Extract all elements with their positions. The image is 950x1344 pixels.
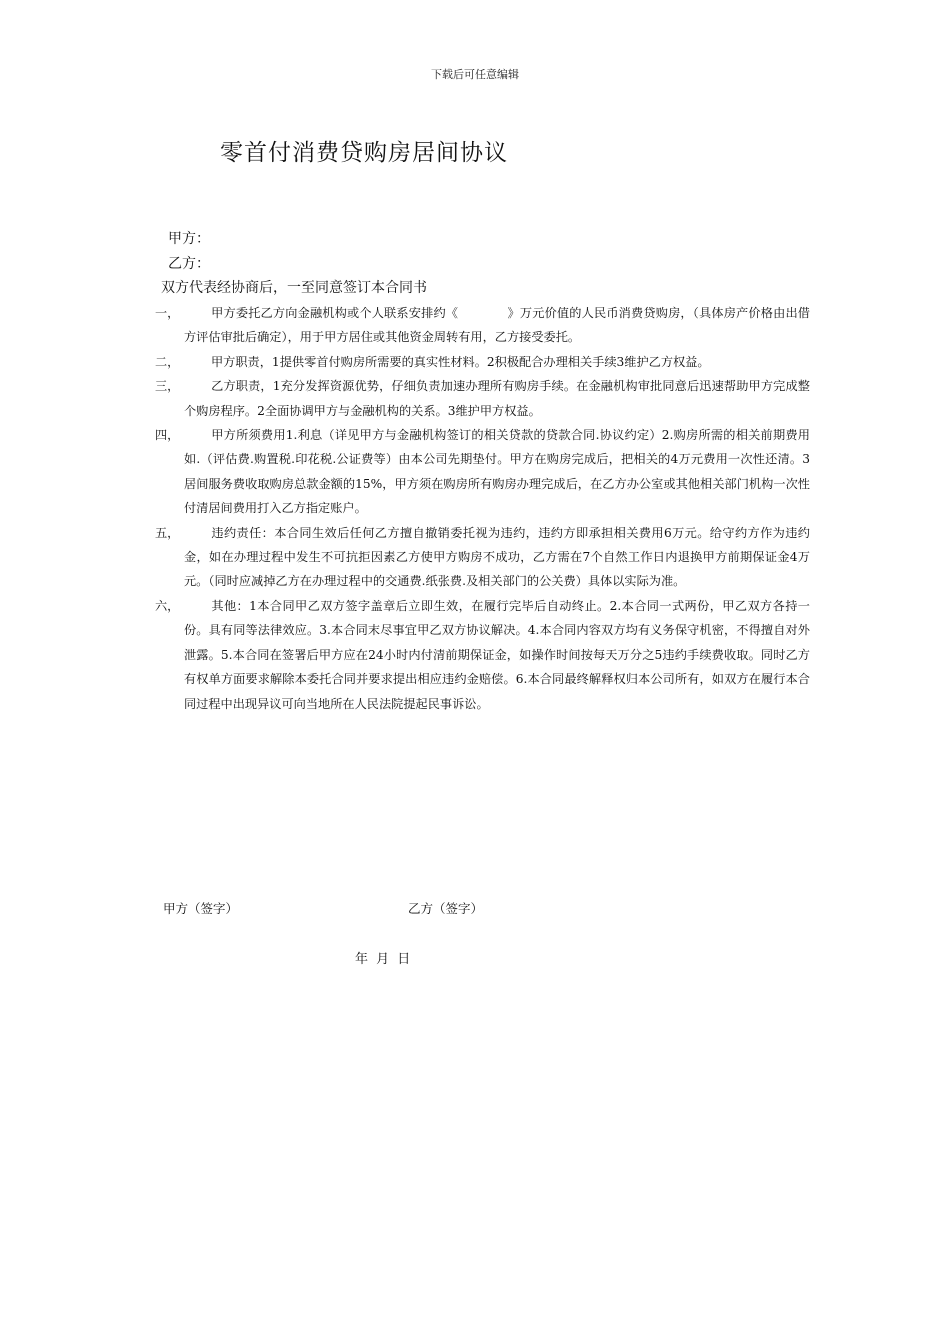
clause-number: 五， xyxy=(155,525,180,540)
clause-list xyxy=(155,301,810,716)
clause-text: 甲方职责，1提供零首付购房所需要的真实性材料。2积极配合办理相关手续3维护乙方权益。 xyxy=(211,354,710,369)
clause-3 xyxy=(155,374,810,423)
clause-1 xyxy=(155,301,810,350)
clause-2 xyxy=(155,350,810,374)
clause-number: 一， xyxy=(155,306,180,320)
document-title: 零首付消费贷购房居间协议 xyxy=(220,140,508,166)
clause-number: 三， xyxy=(155,379,180,394)
clause-4 xyxy=(155,423,810,521)
party-b-label: 乙方： xyxy=(168,256,210,272)
clause-text: 甲方委托乙方向金融机构或个人联系安排约《 》万元价值的人民币消费贷购房，（具体房产价格由出借方评估审批后确定），用于甲方居住或其他资金周转有用，乙方接受委托。 xyxy=(184,306,810,345)
clause-text: 乙方职责，1充分发挥资源优势，仔细负责加速办理所有购房手续。在金融机构审批同意后迅速帮助甲方完成整个购房程序。2全面协调甲方与金融机构的关系。3维护甲方权益。 xyxy=(184,379,810,418)
clause-number: 二， xyxy=(155,354,180,369)
clause-text: 甲方所须费用1.利息（详见甲方与金融机构签订的相关贷款的贷款合同.协议约定）2.购房所需的相关前期费用如.（评估费.购置税.印花税.公证费等）由本公司先期垫付。甲方在购房完成后，把相关的4万元费用一次性还清。3居间服务费收取购房总款金额的15%，甲方须在购房所有购房办理完成后，在乙方办公室或其他相关部门机构一次性付清居间费用打入乙方指定账户。 xyxy=(184,428,810,516)
clause-5 xyxy=(155,521,810,594)
signature-party-a: 甲方（签字） xyxy=(163,901,239,916)
intro-statement: 双方代表经协商后，一至同意签订本合同书 xyxy=(161,280,427,296)
signature-party-b: 乙方（签字） xyxy=(408,901,484,916)
clause-number: 四， xyxy=(155,428,180,443)
date-line: 年 月 日 xyxy=(355,952,411,967)
party-a-label: 甲方： xyxy=(168,231,210,247)
clause-number: 六， xyxy=(155,598,180,613)
header-note: 下载后可任意编辑 xyxy=(431,68,519,81)
clause-text: 违约责任：本合同生效后任何乙方擅自撤销委托视为违约，违约方即承担相关费用6万元。给守约方作为违约金，如在办理过程中发生不可抗拒因素乙方使甲方购房不成功，乙方需在7个自然工作日内退换甲方前期保证金4万元。（同时应减掉乙方在办理过程中的交通费.纸张费.及相关部门的公关费）具体以实际为准。 xyxy=(184,525,810,589)
clause-6 xyxy=(155,594,810,716)
clause-text: 其他：1本合同甲乙双方签字盖章后立即生效，在履行完毕后自动终止。2.本合同一式两份，甲乙双方各持一份。具有同等法律效应。3.本合同末尽事宜甲乙双方协议解决。4.本合同内容双方均有义务保守机密，不得擅自对外泄露。5.本合同在签署后甲方应在24小时内付清前期保证金，如操作时间按每天万分之5违约手续费收取。同时乙方有权单方面要求解除本委托合同并要求提出相应违约金赔偿。6.本合同最终解释权归本公司所有，如双方在履行本合同过程中出现异议可向当地所在人民法院提起民事诉讼。 xyxy=(184,598,810,711)
